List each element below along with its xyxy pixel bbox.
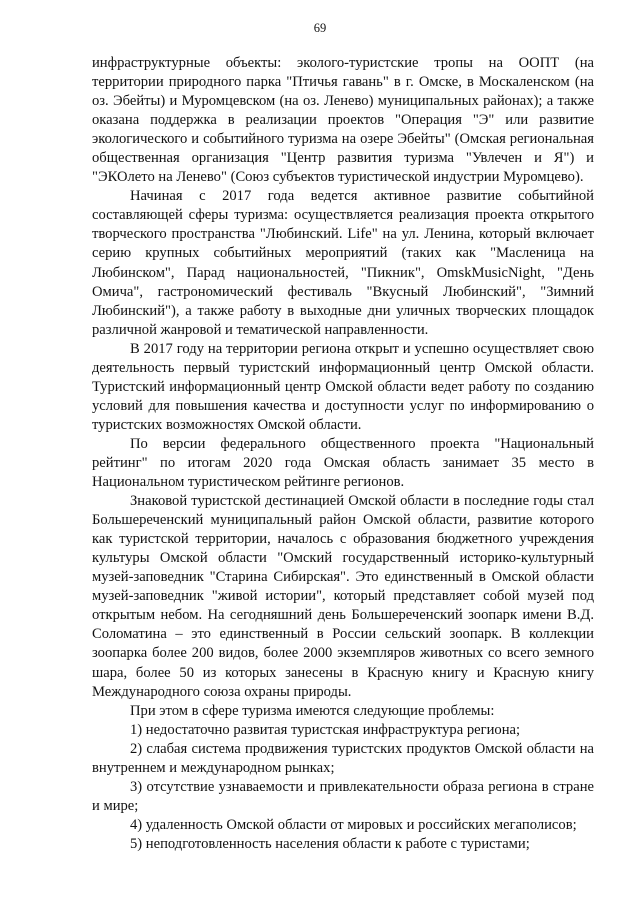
problem-list-item: 2) слабая система продвижения туристских продуктов Омской области на внутреннем и международном рынках;: [92, 740, 594, 776]
problem-list-item: 5) неподготовленность населения области к работе с туристами;: [130, 835, 530, 852]
paragraph-infrastructure: инфраструктурные объекты: эколого-туристские тропы на ООПТ (на территории природного парка "Птичья гавань" в г. Омске, в Москаленском (на оз. Эбейты) и Муромцевском (на оз. Ленево) муниципальных районах); а также оказана поддержка в реализации проектов "Операция "Э" или развитие экологического и событийного туризма на озере Эбейты" (Омская региональная общественная организация "Центр развития туризма "Увлечен и Я") и "ЭКОлето на Ленево" (Союз субъектов туристической индустрии Муромцево).: [92, 55, 594, 186]
paragraph-problems-intro: При этом в сфере туризма имеются следующие проблемы:: [130, 702, 495, 719]
problem-list-item: 1) недостаточно развитая туристская инфраструктура региона;: [130, 721, 521, 738]
page-number: 69: [313, 21, 327, 35]
paragraph-bolsherechensky-district: Знаковой туристской дестинацией Омской области в последние годы стал Большереченский муниципальный район Омской области, развитие которого как туристской территории, началось с образования бюджетного учреждения культуры Омской области "Омский государственный историко-культурный музей-заповедник "Старина Сибирская". Это единственный в Омской области музей-заповедник "живой истории", который представляет собой музей под открытым небом. На сегодняшний день Большереченский зоопарк имени В.Д. Соломатина – это единственный в России сельский зоопарк. В коллекции зоопарка более 200 видов, более 2000 экземпляров животных со всего земного шара, более 50 из которых занесены в Красную книгу и Красную книгу Международного союза охраны природы.: [92, 493, 594, 700]
paragraph-event-tourism: Начиная с 2017 года ведется активное развитие событийной составляющей сферы туризма: осуществляется реализация проекта открытого творческого пространства "Любинский. Life" на ул. Ленина, который включает серию крупных событийных мероприятий (таких как "Масленица на Любинском", Парад национальностей, "Пикник", OmskMusicNight, "День Омича", гастрономический фестиваль "Вкусный Любинский", "Зимний Любинский"), а также работу в выходные дни уличных творческих площадок различной жанровой и тематической направленности.: [92, 188, 594, 338]
problem-list-item: 3) отсутствие узнаваемости и привлекательности образа региона в стране и мире;: [92, 778, 594, 814]
page-body: [92, 54, 594, 854]
problem-list-item: 4) удаленность Омской области от мировых и российских мегаполисов;: [130, 816, 577, 833]
paragraph-national-rating: По версии федерального общественного проекта "Национальный рейтинг" по итогам 2020 года Омская область занимает 35 место в Национальном туристическом рейтинге регионов.: [92, 435, 594, 491]
paragraph-tourist-info-center: В 2017 году на территории региона открыт и успешно осуществляет свою деятельность первый туристский информационный центр Омской области. Туристский информационный центр Омской области ведет работу по созданию условий для повышения качества и доступности услуг по информированию о туристских возможностях Омской области.: [92, 340, 594, 433]
